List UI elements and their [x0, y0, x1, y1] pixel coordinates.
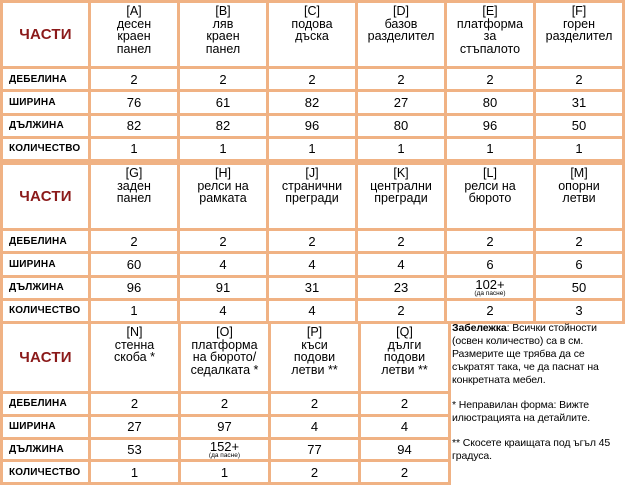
thickness-value: 2: [447, 231, 533, 251]
width-value: 27: [91, 417, 178, 437]
quantity-value: 1: [91, 462, 178, 482]
part-name-line: странични: [281, 178, 343, 193]
quantity-value: 1: [536, 139, 622, 159]
quantity-value: 1: [180, 139, 266, 159]
thickness-value: 2: [358, 231, 444, 251]
part-name-line: разделител: [367, 29, 435, 43]
part-header: [447, 3, 533, 66]
part-code: [A]: [126, 4, 142, 18]
part-header: [269, 165, 355, 228]
length-value: 91: [180, 278, 266, 298]
part-name-line: подова: [291, 16, 333, 31]
part-name-line: прегради: [285, 191, 339, 205]
part-header: [358, 3, 444, 66]
part-code: [H]: [215, 166, 231, 180]
length-value: 96: [269, 116, 355, 136]
part-name-line: базов: [384, 16, 418, 31]
thickness-value: 2: [536, 231, 622, 251]
part-code: [F]: [571, 4, 587, 18]
parts-table-1: [0, 0, 625, 162]
part-name-line: прегради: [374, 191, 428, 205]
part-name-line: краен: [206, 29, 240, 43]
part-header: [91, 165, 177, 228]
width-value: 6: [536, 254, 622, 274]
part-code: [G]: [125, 166, 143, 180]
part-name-line: подови: [383, 350, 426, 364]
length-value: 82: [91, 116, 177, 136]
length-value: 50: [536, 116, 622, 136]
part-name-line: летви **: [291, 362, 338, 377]
part-name-line: летви **: [381, 362, 428, 377]
thickness-row-label: ДЕБЕЛИНА: [3, 394, 88, 414]
thickness-value: 2: [91, 231, 177, 251]
quantity-row-label: КОЛИЧЕСТВО: [3, 462, 88, 482]
part-code: [O]: [216, 325, 233, 339]
width-value: 4: [269, 254, 355, 274]
part-name-line: краен: [117, 29, 151, 43]
quantity-row-label: КОЛИЧЕСТВО: [3, 301, 88, 321]
part-name-line: опорни: [558, 178, 600, 193]
length-row-label: ДЪЛЖИНА: [3, 440, 88, 460]
length-value: 96: [91, 278, 177, 298]
part-code: [K]: [393, 166, 409, 180]
parts-header: ЧАСТИ: [3, 324, 88, 391]
part-name-line: на бюрото/: [192, 350, 257, 364]
part-name-line: разделител: [545, 29, 613, 43]
part-name-line: заден: [117, 178, 151, 193]
length-value: 152+: [209, 439, 240, 454]
part-header: [181, 324, 268, 391]
thickness-value: 2: [269, 231, 355, 251]
length-value: 31: [269, 278, 355, 298]
part-name-line: централни: [370, 178, 432, 193]
part-name-line: стъпалото: [459, 41, 521, 56]
length-row-label: ДЪЛЖИНА: [3, 116, 88, 136]
thickness-value: 2: [181, 394, 268, 414]
thickness-value: 2: [361, 394, 448, 414]
width-row-label: ШИРИНА: [3, 417, 88, 437]
note-label: Забележка: [452, 322, 507, 334]
quantity-value: 2: [271, 462, 358, 482]
width-value: 4: [271, 417, 358, 437]
part-name-line: седалката *: [190, 362, 259, 377]
part-header: [180, 165, 266, 228]
part-name-line: бюрото: [468, 191, 512, 205]
thickness-row-label: ДЕБЕЛИНА: [3, 231, 88, 251]
part-name-line: летви: [562, 191, 596, 205]
width-value: 27: [358, 92, 444, 112]
length-value: 50: [536, 278, 622, 298]
width-value: 4: [180, 254, 266, 274]
quantity-value: 1: [181, 462, 268, 482]
part-name-line: къси: [301, 337, 328, 352]
width-value: 76: [91, 92, 177, 112]
length-cell: [181, 440, 268, 460]
part-code: [L]: [483, 166, 497, 180]
quantity-value: 1: [358, 139, 444, 159]
part-name-line: релси на: [197, 178, 249, 193]
parts-table-3: [0, 321, 451, 485]
quantity-value: 4: [269, 301, 355, 321]
part-name-line: релси на: [464, 178, 516, 193]
width-value: 4: [358, 254, 444, 274]
part-code: [D]: [393, 4, 409, 18]
part-header: [358, 165, 444, 228]
part-name-line: панел: [205, 41, 241, 56]
width-value: 82: [269, 92, 355, 112]
width-value: 6: [447, 254, 533, 274]
quantity-value: 4: [180, 301, 266, 321]
width-value: 97: [181, 417, 268, 437]
thickness-value: 2: [447, 69, 533, 89]
thickness-value: 2: [91, 394, 178, 414]
width-row-label: ШИРИНА: [3, 254, 88, 274]
length-value: 96: [447, 116, 533, 136]
part-name-line: рамката: [199, 191, 247, 205]
length-value: 82: [180, 116, 266, 136]
width-value: 61: [180, 92, 266, 112]
part-code: [J]: [305, 166, 319, 180]
quantity-value: 1: [269, 139, 355, 159]
part-code: [E]: [482, 4, 498, 18]
footnote-bevel: ** Скосете краищата под ъгъл 45 градуса.: [452, 437, 611, 462]
part-header: [91, 324, 178, 391]
length-value: 53: [91, 440, 178, 460]
parts-table-2: [0, 162, 625, 324]
length-value: 77: [271, 440, 358, 460]
length-value: 23: [358, 278, 444, 298]
part-name-line: за: [483, 29, 497, 43]
thickness-value: 2: [358, 69, 444, 89]
length-row-label: ДЪЛЖИНА: [3, 278, 88, 298]
part-code: [N]: [126, 325, 143, 339]
part-name-line: платформа: [456, 16, 524, 31]
quantity-value: 2: [447, 301, 533, 321]
length-value: 102+: [475, 277, 505, 293]
note-text: : Всички стойности (освен количество) са в см. Размерите ще трябва да се съкратят така, че да паснат на конкретната мебел.: [452, 322, 599, 386]
thickness-value: 2: [180, 231, 266, 251]
parts-header: ЧАСТИ: [3, 3, 88, 66]
part-header: [91, 3, 177, 66]
length-value: 80: [358, 116, 444, 136]
part-name-line: панел: [116, 191, 152, 205]
footnote-irregular-shape: * Неправилан форма: Вижте илюстрацията на детайлите.: [452, 399, 591, 424]
part-header: [271, 324, 358, 391]
part-name-line: платформа: [191, 337, 258, 352]
part-header: [180, 3, 266, 66]
quantity-row-label: КОЛИЧЕСТВО: [3, 139, 88, 159]
width-value: 60: [91, 254, 177, 274]
part-name-line: скоба *: [114, 350, 155, 364]
part-header: [447, 165, 533, 228]
part-name-line: ляв: [212, 16, 234, 31]
length-note: (да пасне): [474, 290, 506, 298]
part-code: [Q]: [396, 325, 413, 339]
width-row-label: ШИРИНА: [3, 92, 88, 112]
quantity-value: 2: [361, 462, 448, 482]
part-name-line: дълги: [387, 337, 422, 352]
thickness-value: 2: [271, 394, 358, 414]
quantity-value: 1: [91, 301, 177, 321]
part-name-line: панел: [116, 41, 152, 56]
part-code: [M]: [570, 166, 588, 180]
width-value: 4: [361, 417, 448, 437]
part-name-line: горен: [562, 16, 596, 31]
thickness-row-label: ДЕБЕЛИНА: [3, 69, 88, 89]
width-value: 31: [536, 92, 622, 112]
width-value: 80: [447, 92, 533, 112]
part-code: [P]: [306, 325, 323, 339]
part-name-line: десен: [116, 16, 152, 31]
thickness-value: 2: [269, 69, 355, 89]
part-code: [C]: [304, 4, 320, 18]
part-name-line: стенна: [114, 337, 155, 352]
quantity-value: 2: [358, 301, 444, 321]
thickness-value: 2: [91, 69, 177, 89]
part-header: [536, 165, 622, 228]
length-cell: [447, 278, 533, 298]
note-box: [452, 322, 622, 475]
note-main: [452, 322, 622, 387]
quantity-value: 1: [91, 139, 177, 159]
part-header: [269, 3, 355, 66]
length-note: (да пасне): [208, 451, 241, 459]
length-value: 94: [361, 440, 448, 460]
part-name-line: дъска: [295, 29, 329, 43]
part-code: [B]: [215, 4, 231, 18]
thickness-value: 2: [536, 69, 622, 89]
part-name-line: подови: [293, 350, 336, 364]
quantity-value: 1: [447, 139, 533, 159]
part-header: [361, 324, 448, 391]
thickness-value: 2: [180, 69, 266, 89]
quantity-value: 3: [536, 301, 622, 321]
parts-header: ЧАСТИ: [3, 165, 88, 228]
part-header: [536, 3, 622, 66]
